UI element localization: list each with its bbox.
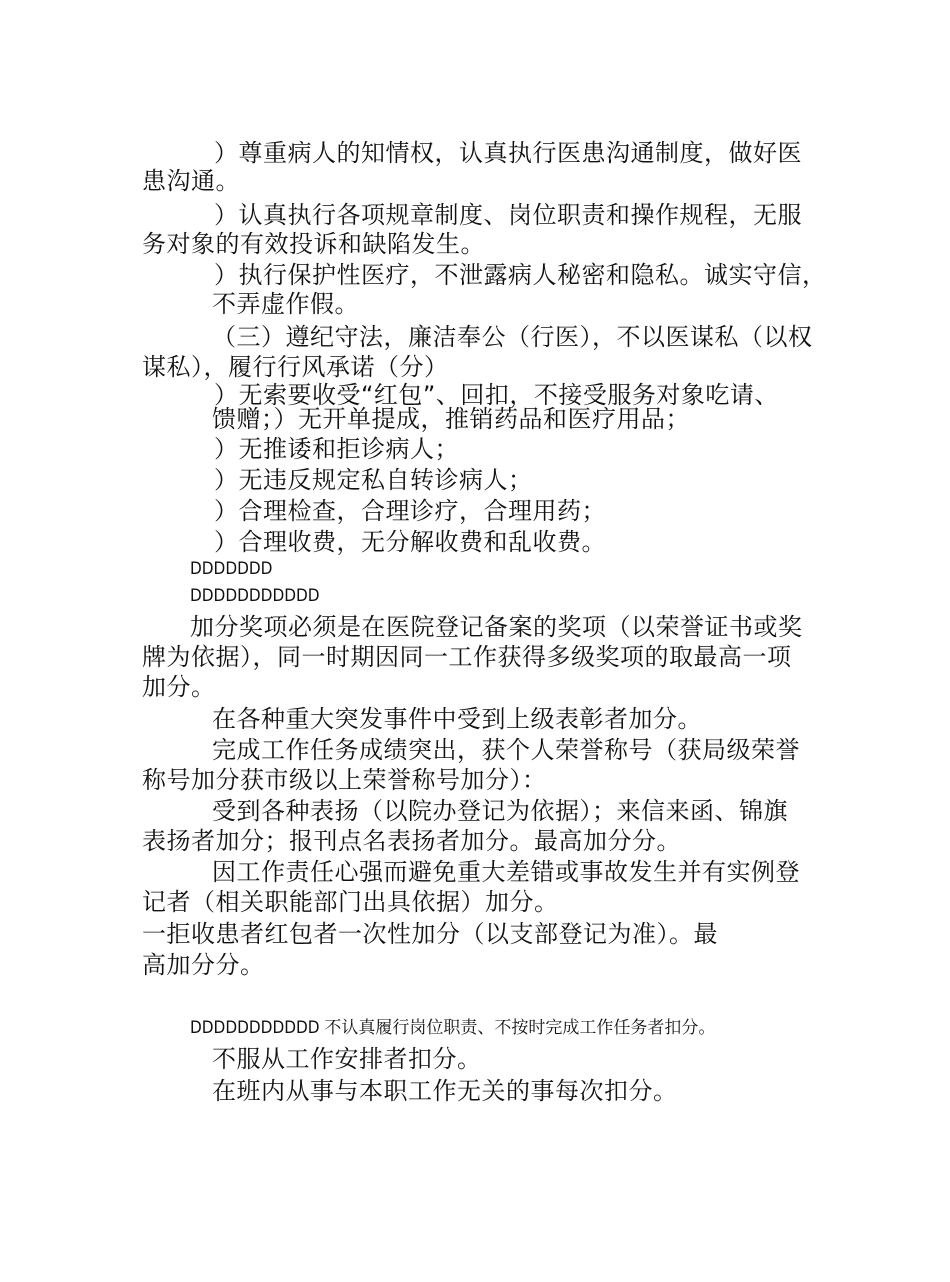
text-line: 加分。	[142, 673, 216, 701]
text-line: 在各种重大突发事件中受到上级表彰者加分。	[212, 705, 702, 733]
text-line: 务对象的有效投诉和缺陷发生。	[142, 230, 485, 258]
text-line: ）认真执行各项规章制度、岗位职责和操作规程，无服	[214, 201, 802, 229]
text-line: 称号加分获市级以上荣誉称号加分）：	[142, 766, 547, 794]
text-line: ）合理检查，合理诊疗，合理用药；	[214, 497, 606, 525]
text-line: 牌为依据），同一时期因同一工作获得多级奖项的取最高一项	[142, 643, 792, 671]
text-line: 因工作责任心强而避免重大差错或事故发生并有实例登	[212, 858, 800, 886]
text-line: （三）遵纪守法，廉洁奉公（行医），不以医谋私（以权	[212, 323, 813, 351]
text-line: 加分奖项必须是在医院登记备案的奖项（以荣誉证书或奖	[190, 613, 803, 641]
text-line: DDDDDDDDDDD	[190, 586, 320, 606]
text-line: 表扬者加分；报刊点名表扬者加分。最高加分分。	[142, 827, 681, 855]
text-line: ）无推诿和拒诊病人；	[214, 435, 459, 463]
text-line: 不弄虚作假。	[212, 290, 359, 318]
text-line: 馈赠；）无开单提成，推销药品和医疗用品；	[212, 405, 690, 433]
text-line: 在班内从事与本职工作无关的事每次扣分。	[212, 1077, 678, 1105]
text-line: ）尊重病人的知情权，认真执行医患沟通制度，做好医	[214, 139, 802, 167]
text-line: 一拒收患者红包者一次性加分（以支部登记为准）。最	[142, 920, 718, 948]
text-line: DDDDDDD	[190, 559, 273, 579]
text-line: ）无索要收受“红包”、回扣，不接受服务对象吃请、	[214, 381, 779, 409]
text-line: 受到各种表扬（以院办登记为依据）；来信来函、锦旗	[212, 797, 788, 825]
text-line: ）合理收费，无分解收费和乱收费。	[214, 528, 606, 556]
text-line: 不服从工作安排者扣分。	[212, 1045, 482, 1073]
text-line: ）无违反规定私自转诊病人；	[214, 466, 533, 494]
text-line: 患沟通。	[142, 167, 240, 195]
text-line: 完成工作任务成绩突出，获个人荣誉称号（获局级荣誉	[212, 736, 800, 764]
text-line: 记者（相关职能部门出具依据）加分。	[142, 888, 559, 916]
text-line: ）执行保护性医疗，不泄露病人秘密和隐私。诚实守信，	[214, 261, 827, 289]
text-line: 谋私），履行行风承诺（分）	[142, 353, 449, 381]
text-line: 高加分分。	[142, 951, 265, 979]
text-line: DDDDDDDDDDD 不认真履行岗位职责、不按时完成工作任务者扣分。	[190, 1018, 716, 1038]
